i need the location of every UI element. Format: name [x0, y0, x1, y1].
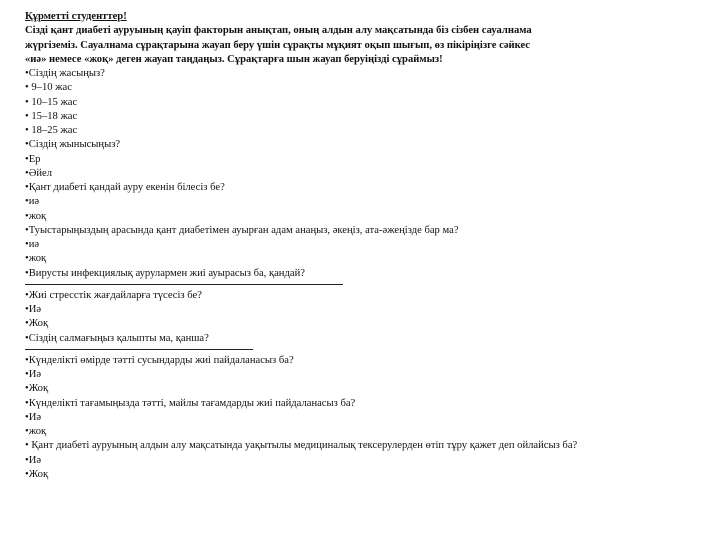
option-no: •жоқ — [25, 253, 47, 265]
option-female: •Әйел — [25, 167, 53, 179]
option-yes: •Иә — [25, 411, 42, 423]
option-yes: •иә — [25, 196, 40, 208]
option-yes: •Иә — [25, 304, 42, 315]
answer-blank-line — [25, 346, 253, 350]
question-weight: •Сіздің салмағыңыз қалыпты ма, қанша? — [25, 332, 209, 344]
intro-line-3: «иә» немесе «жоқ» деген жауап таңдаңыз. Сұрақтарға шын жауап беруіңізді сұраймыз! — [25, 53, 443, 65]
answer-blank-line — [25, 281, 343, 285]
question-sweet-fatty-food: •Күнделікті тағамыңызда тәтті, майлы тағамдарды жиі пайдаланасыз ба? — [25, 397, 356, 409]
option-age-18-25: • 18–25 жас — [25, 125, 78, 136]
option-no: •Жоқ — [25, 383, 49, 395]
document-title: Құрметті студенттер! — [25, 11, 127, 22]
option-yes: •иә — [25, 239, 40, 250]
option-age-10-15: • 10–15 жас — [25, 96, 78, 108]
question-medical-checkups: • Қант диабеті ауруының алдын алу мақсатында уақытылы медициналық тексерулерден өтіп тұру қажет деп ойлайсыз ба? — [25, 440, 578, 452]
question-sweet-drinks: •Күнделікті өмірде тәтті сусындарды жиі пайдаланасыз ба? — [25, 354, 294, 366]
question-viral-infections: •Вирусты инфекциялық аурулармен жиі ауырасыз ба, қандай? — [25, 267, 305, 279]
option-no: •Жоқ — [25, 318, 49, 330]
question-gender: •Сіздің жынысыңыз? — [25, 139, 121, 151]
question-age: •Сіздің жасыңыз? — [25, 68, 105, 79]
question-know-diabetes: •Қант диабеті қандай ауру екенін білесіз бе? — [25, 182, 225, 193]
intro-line-1: Сізді қант диабеті ауруының қауіп факторын анықтап, оның алдын алу мақсатында біз сізбен сауалнама — [25, 25, 532, 37]
option-no: •Жоқ — [25, 468, 49, 480]
option-age-9-10: • 9–10 жас — [25, 82, 72, 94]
option-yes: •Иә — [25, 454, 42, 466]
option-yes: •Иә — [25, 369, 42, 380]
option-no: •жоқ — [25, 426, 47, 437]
question-relatives: •Туыстарыңыздың арасында қант диабетімен ауырған адам анаңыз, әкеңіз, ата-әжеңізде бар ма? — [25, 224, 459, 236]
question-stress: •Жиі стресстік жағдайларға түсесіз бе? — [25, 289, 202, 301]
option-no: •жоқ — [25, 210, 47, 222]
questionnaire-document — [25, 10, 705, 482]
option-age-15-18: • 15–18 жас — [25, 110, 78, 122]
option-male: •Ер — [25, 153, 41, 165]
intro-line-2: жүргіземіз. Сауалнама сұрақтарына жауап беру үшін сұрақты мұқият оқып шығып, өз пікіріңізге сәйкес — [25, 39, 530, 51]
